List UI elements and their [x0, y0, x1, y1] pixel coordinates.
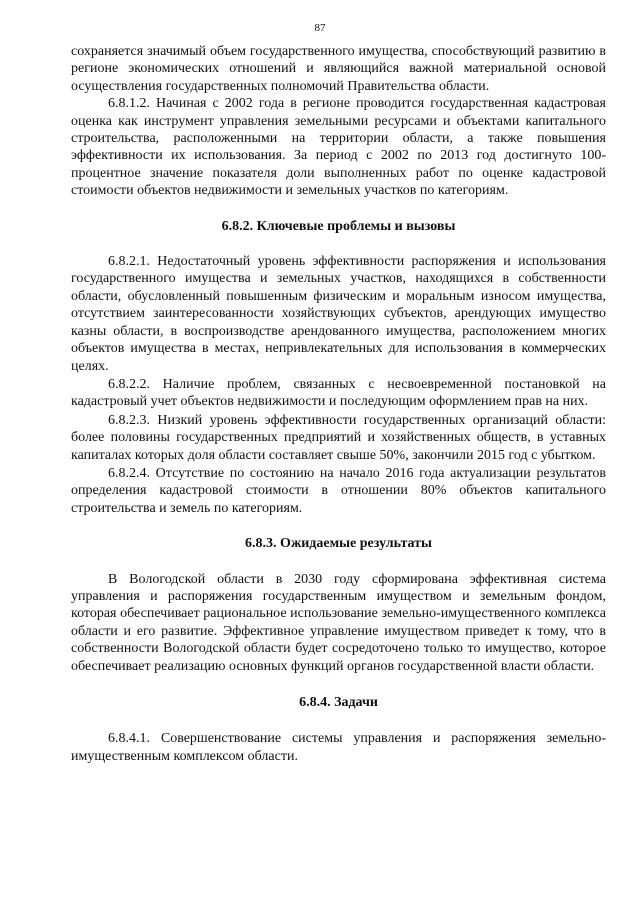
paragraph-6-8-3: В Вологодской области в 2030 году сформирована эффективная система управления и распоряжения государственным имуществом и земельным фондом, которая обеспечивает рациональное использование земельно-имущественного комплекса области и его развитие. Эффективное управление имуществом приведет к тому, что в собственности Вологодской области будет сосредоточено только то имущество, которое обеспечивает реализацию основных функций органов государственной власти области. [71, 571, 606, 674]
paragraph-6-8-2-3: 6.8.2.3. Низкий уровень эффективности государственных организаций области: более половины государственных предприятий и хозяйственных обществ, в уставных капиталах которых доля области составляет свыше 50%, закончили 2015 год с убытком. [71, 412, 606, 463]
paragraph-6-8-2-1: 6.8.2.1. Недостаточный уровень эффективности распоряжения и использования государственного имущества и земельных участков, находящихся в собственности области, обусловленный повышенным физическим и моральным износом имущества, отсутствием заинтересованности хозяйствующих субъектов, арендующих имущество казны области, в воспроизводстве арендованного имущества, расположением многих объектов имущества в местах, непривлекательных для использования в коммерческих целях. [71, 254, 606, 374]
paragraph-6-8-1-2: 6.8.1.2. Начиная с 2002 года в регионе проводится государственная кадастровая оценка как инструмент управления земельными ресурсами и объектами капитального строительства, расположенными на территории области, а также повышения эффективности их использования. За период с 2002 по 2013 год достигнуто 100-процентное значение показателя доли выполненных работ по оценке кадастровой стоимости объектов недвижимости и земельных участков по категориям. [71, 96, 606, 199]
paragraph-6-8-2-2: 6.8.2.2. Наличие проблем, связанных с несвоевременной постановкой на кадастровый учет объектов недвижимости и последующим оформлением прав на них. [71, 376, 606, 410]
section-heading-tasks: 6.8.4. Задачи [299, 695, 378, 710]
paragraph-intro-continuation: сохраняется значимый объем государственного имущества, способствующий развитию в регионе экономических отношений и являющийся важной материальной основой осуществления государственных полномочий Правительства области. [71, 44, 606, 94]
document-body [71, 43, 606, 765]
paragraph-6-8-4-1: 6.8.4.1. Совершенствование системы управления и распоряжения земельно-имущественным комплексом области. [71, 731, 606, 764]
page-number: 87 [314, 22, 326, 34]
paragraph-6-8-2-4: 6.8.2.4. Отсутствие по состоянию на начало 2016 года актуализации результатов определения кадастровой стоимости в отношении 80% объектов капитального строительства и земель по категориям. [71, 465, 606, 516]
section-heading-key-problems: 6.8.2. Ключевые проблемы и вызовы [221, 218, 456, 234]
section-heading-expected-results: 6.8.3. Ожидаемые результаты [245, 536, 432, 552]
